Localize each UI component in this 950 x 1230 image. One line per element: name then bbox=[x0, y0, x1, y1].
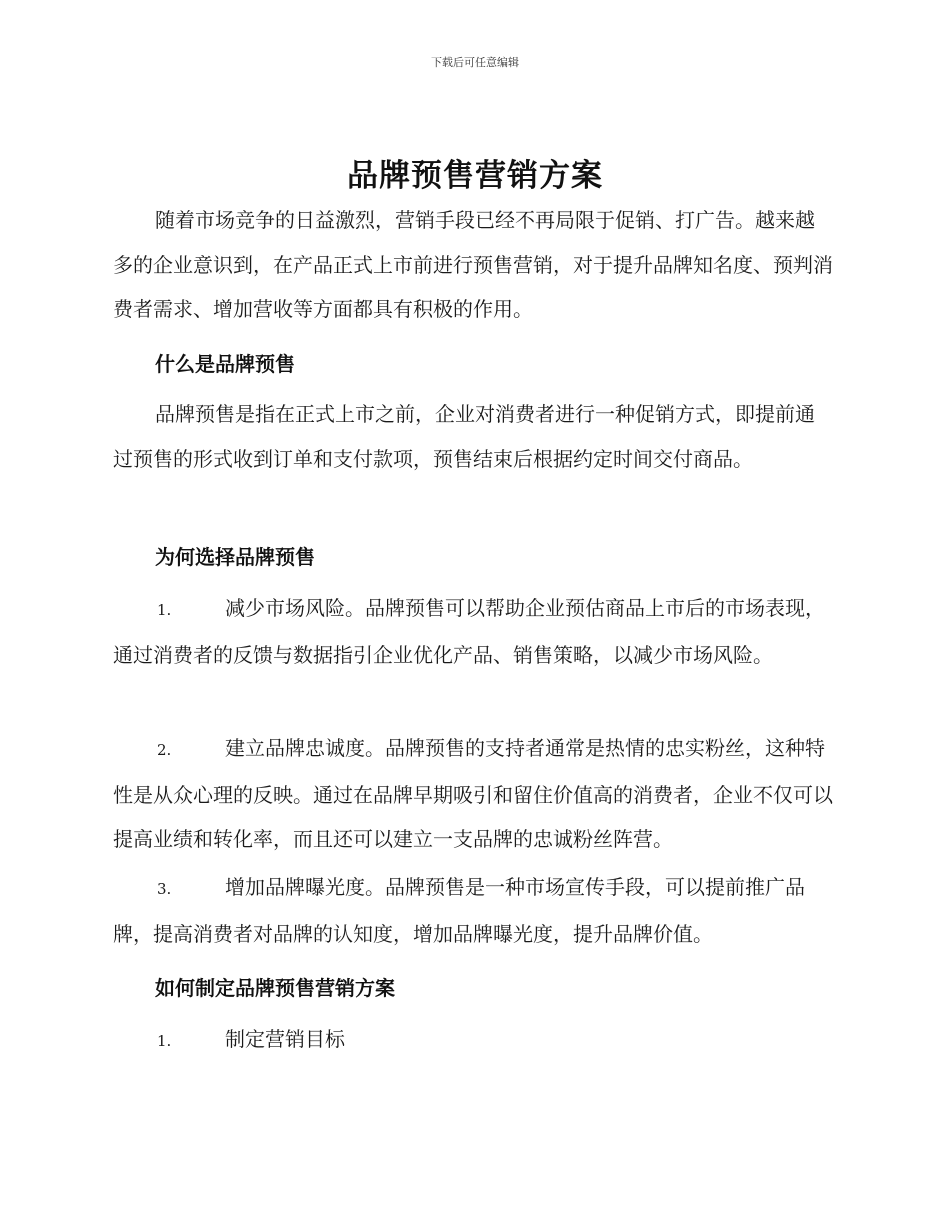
list-item-why-1 bbox=[113, 586, 833, 677]
list-number: 1. bbox=[157, 1032, 172, 1050]
list-item-text: 制定营销目标 bbox=[225, 1027, 345, 1051]
section-body-what: 品牌预售是指在正式上市之前，企业对消费者进行一种促销方式，即提前通过预售的形式收到订单和支付款项，预售结束后根据约定时间交付商品。 bbox=[113, 402, 815, 471]
list-item-text: 增加品牌曝光度。品牌预售是一种市场宣传手段，可以提前推广品牌，提高消费者对品牌的认知度，增加品牌曝光度，提升品牌价值。 bbox=[113, 875, 805, 946]
list-item-text: 减少市场风险。品牌预售可以帮助企业预估商品上市后的市场表现，通过消费者的反馈与数据指引企业优化产品、销售策略，以减少市场风险。 bbox=[113, 596, 825, 667]
section-heading-what: 什么是品牌预售 bbox=[155, 352, 295, 376]
list-number: 1. bbox=[157, 601, 172, 619]
list-item-why-2 bbox=[113, 726, 833, 862]
list-number: 2. bbox=[157, 741, 172, 759]
intro-paragraph: 随着市场竞争的日益激烈，营销手段已经不再局限于促销、打广告。越来越多的企业意识到，在产品正式上市前进行预售营销，对于提升品牌知名度、预判消费者需求、增加营收等方面都具有积极的作用。 bbox=[113, 208, 833, 321]
list-number: 3. bbox=[157, 880, 172, 898]
list-item-why-3 bbox=[113, 865, 833, 956]
section-heading-how: 如何制定品牌预售营销方案 bbox=[155, 976, 395, 1000]
header-note: 下载后可任意编辑 bbox=[431, 56, 519, 69]
section-heading-why: 为何选择品牌预售 bbox=[155, 545, 315, 569]
document-title: 品牌预售营销方案 bbox=[347, 158, 603, 194]
list-item-how-1 bbox=[113, 1017, 833, 1064]
list-item-text: 建立品牌忠诚度。品牌预售的支持者通常是热情的忠实粉丝，这种特性是从众心理的反映。通过在品牌早期吸引和留住价值高的消费者，企业不仅可以提高业绩和转化率，而且还可以建立一支品牌的忠诚粉丝阵营。 bbox=[113, 736, 833, 851]
